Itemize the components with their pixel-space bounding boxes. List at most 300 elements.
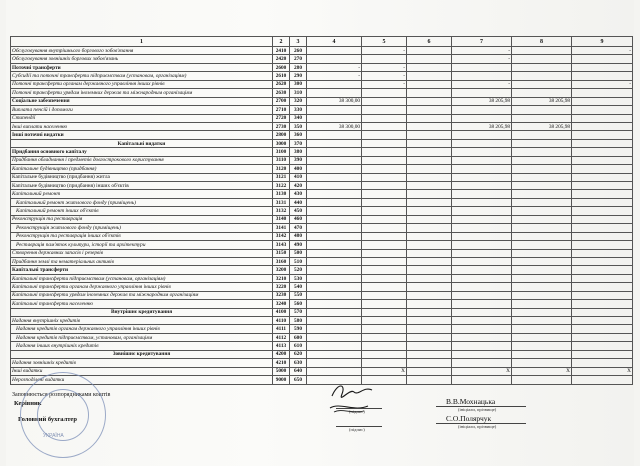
- row-code: 2700: [273, 97, 290, 105]
- cell-value: [572, 207, 633, 215]
- cell-value: -: [572, 47, 633, 55]
- row-code: 2710: [273, 106, 290, 114]
- row-name: Стипендії: [11, 114, 273, 122]
- cell-value: [362, 308, 407, 316]
- cell-value: [452, 72, 512, 80]
- cell-value: [572, 249, 633, 257]
- cell-value: [307, 207, 362, 215]
- table-row: [11, 317, 633, 325]
- row-code: 3131: [273, 198, 290, 206]
- cell-value: [362, 89, 407, 97]
- row-line-number: 390: [290, 156, 307, 164]
- cell-value: [307, 89, 362, 97]
- cell-value: [512, 266, 572, 274]
- cell-value: [452, 342, 512, 350]
- table-row: [11, 156, 633, 164]
- cell-value: [307, 182, 362, 190]
- row-line-number: 430: [290, 190, 307, 198]
- cell-value: [362, 257, 407, 265]
- cell-value: [307, 198, 362, 206]
- cell-value: [362, 291, 407, 299]
- row-line-number: 500: [290, 249, 307, 257]
- row-name: Придбання землі та нематеріальних активів: [11, 257, 273, 265]
- row-line-number: 480: [290, 232, 307, 240]
- table-row: [11, 300, 633, 308]
- cell-value: [362, 333, 407, 341]
- row-name: Придбання обладнання і предметів довгострокового користування: [11, 156, 273, 164]
- row-code: 2720: [273, 114, 290, 122]
- row-code: 2800: [273, 131, 290, 139]
- cell-value: [407, 122, 452, 130]
- cell-value: [362, 114, 407, 122]
- cell-value: [307, 283, 362, 291]
- row-code: 3143: [273, 241, 290, 249]
- cell-value: [512, 190, 572, 198]
- official-stamp: [20, 372, 106, 458]
- cell-value: [307, 249, 362, 257]
- cell-value: [572, 224, 633, 232]
- row-code: 3132: [273, 207, 290, 215]
- table-row: [11, 139, 633, 147]
- cell-value: [572, 241, 633, 249]
- row-line-number: 280: [290, 63, 307, 71]
- row-line-number: 650: [290, 376, 307, 384]
- table-row: [11, 97, 633, 105]
- table-row: [11, 241, 633, 249]
- table-body: [11, 37, 633, 385]
- cell-value: [362, 350, 407, 358]
- cell-value: [307, 173, 362, 181]
- cell-value: [307, 215, 362, 223]
- cell-value: [452, 173, 512, 181]
- accountant-name-note: (ініціали, прізвище): [458, 424, 497, 429]
- cell-value: [512, 376, 572, 384]
- row-code: 3160: [273, 257, 290, 265]
- table-row: [11, 106, 633, 114]
- cell-value: [512, 215, 572, 223]
- row-code: 4113: [273, 342, 290, 350]
- row-line-number: 570: [290, 308, 307, 316]
- cell-value: [572, 97, 633, 105]
- row-line-number: 510: [290, 257, 307, 265]
- row-code: 3120: [273, 165, 290, 173]
- cell-value: [572, 308, 633, 316]
- cell-value: [407, 300, 452, 308]
- row-line-number: 420: [290, 182, 307, 190]
- cell-value: [307, 291, 362, 299]
- cell-value: [452, 131, 512, 139]
- cell-value: [407, 333, 452, 341]
- row-name: Виплата пенсій і допомоги: [11, 106, 273, 114]
- stamp-text: УКРАЇНА: [43, 433, 64, 439]
- cell-value: [362, 173, 407, 181]
- row-name: Нерозподілені видатки: [11, 376, 273, 384]
- cell-value: [407, 55, 452, 63]
- cell-value: -: [307, 72, 362, 80]
- row-line-number: 370: [290, 139, 307, 147]
- cell-value: [512, 165, 572, 173]
- row-code: 3150: [273, 249, 290, 257]
- cell-value: [512, 291, 572, 299]
- row-name: Капітальні трансферти органам державного управління інших рівнів: [11, 283, 273, 291]
- cell-value: [572, 291, 633, 299]
- row-line-number: 620: [290, 350, 307, 358]
- cell-value: [452, 114, 512, 122]
- cell-value: [407, 198, 452, 206]
- cell-value: [407, 367, 452, 375]
- row-name: Інші виплати населенню: [11, 122, 273, 130]
- cell-value: [407, 350, 452, 358]
- head-label: Керівник: [14, 400, 42, 407]
- table-row: [11, 274, 633, 282]
- row-name: Капітальні трансферти урядам іноземних держав та міжнародним організаціям: [11, 291, 273, 299]
- row-code: 3121: [273, 173, 290, 181]
- cell-value: [512, 198, 572, 206]
- cell-value: [452, 190, 512, 198]
- cell-value: [572, 106, 633, 114]
- cell-value: -: [362, 72, 407, 80]
- cell-value: [572, 131, 633, 139]
- column-number: 2: [273, 37, 290, 47]
- table-row: [11, 173, 633, 181]
- row-name: Реконструкція та реставрація інших об'єктів: [11, 232, 273, 240]
- cell-value: [572, 359, 633, 367]
- row-name: Надання інших внутрішніх кредитів: [11, 342, 273, 350]
- cell-value: [407, 156, 452, 164]
- expenditure-table: [10, 36, 633, 385]
- column-number: 7: [452, 37, 512, 47]
- cell-value: [572, 283, 633, 291]
- cell-value: 38 205,98: [452, 97, 512, 105]
- row-name: Придбання основного капіталу: [11, 148, 273, 156]
- cell-value: [512, 257, 572, 265]
- row-name: Капітальні трансферти підприємствам (установам, організаціям): [11, 274, 273, 282]
- row-name: Надання кредитів підприємствам, установам, організаціям: [11, 333, 273, 341]
- cell-value: [362, 198, 407, 206]
- cell-value: [407, 291, 452, 299]
- table-row: [11, 207, 633, 215]
- cell-value: [512, 80, 572, 88]
- row-line-number: 340: [290, 114, 307, 122]
- cell-value: [407, 139, 452, 147]
- row-name: Капітальне будівництво (придбання) житла: [11, 173, 273, 181]
- cell-value: [307, 317, 362, 325]
- table-row: [11, 249, 633, 257]
- row-code: 3110: [273, 156, 290, 164]
- table-row: [11, 122, 633, 130]
- cell-value: [307, 114, 362, 122]
- row-code: 2600: [273, 63, 290, 71]
- cell-value: [572, 274, 633, 282]
- row-code: 3200: [273, 266, 290, 274]
- cell-value: [407, 342, 452, 350]
- cell-value: X: [362, 367, 407, 375]
- cell-value: [307, 333, 362, 341]
- cell-value: [307, 55, 362, 63]
- cell-value: [452, 207, 512, 215]
- row-line-number: 450: [290, 207, 307, 215]
- cell-value: -: [452, 47, 512, 55]
- cell-value: [512, 89, 572, 97]
- cell-value: X: [572, 367, 633, 375]
- cell-value: [512, 325, 572, 333]
- cell-value: [572, 232, 633, 240]
- row-name: Інші видатки: [11, 367, 273, 375]
- cell-value: [407, 165, 452, 173]
- cell-value: [512, 114, 572, 122]
- cell-value: [512, 350, 572, 358]
- row-name: Капітальні видатки: [11, 139, 273, 147]
- row-line-number: 590: [290, 325, 307, 333]
- cell-value: [512, 182, 572, 190]
- table-row: [11, 55, 633, 63]
- table-row: [11, 215, 633, 223]
- cell-value: [307, 342, 362, 350]
- cell-value: [407, 325, 452, 333]
- cell-value: [572, 148, 633, 156]
- table-row: [11, 266, 633, 274]
- cell-value: [307, 274, 362, 282]
- row-line-number: 260: [290, 47, 307, 55]
- row-code: 4112: [273, 333, 290, 341]
- column-number: 5: [362, 37, 407, 47]
- cell-value: [362, 190, 407, 198]
- cell-value: [452, 333, 512, 341]
- cell-value: [452, 274, 512, 282]
- cell-value: [362, 342, 407, 350]
- cell-value: [452, 350, 512, 358]
- table-row: [11, 198, 633, 206]
- cell-value: [512, 333, 572, 341]
- row-name: Капітальні трансферти населенню: [11, 300, 273, 308]
- table-row: [11, 89, 633, 97]
- cell-value: [452, 300, 512, 308]
- cell-value: [572, 266, 633, 274]
- table-row: [11, 131, 633, 139]
- cell-value: [572, 376, 633, 384]
- row-code: 2730: [273, 122, 290, 130]
- column-number: 1: [11, 37, 273, 47]
- row-name: Внутрішнє кредитування: [11, 308, 273, 316]
- cell-value: [407, 308, 452, 316]
- cell-value: [362, 359, 407, 367]
- row-code: 3130: [273, 190, 290, 198]
- cell-value: [307, 106, 362, 114]
- row-line-number: 640: [290, 367, 307, 375]
- table-row: [11, 182, 633, 190]
- cell-value: [572, 257, 633, 265]
- row-line-number: 320: [290, 97, 307, 105]
- cell-value: [407, 376, 452, 384]
- cell-value: 38 205,98: [512, 122, 572, 130]
- row-name: Капітальний ремонт житлового фонду (приміщень): [11, 198, 273, 206]
- cell-value: [512, 72, 572, 80]
- cell-value: [407, 63, 452, 71]
- table-row: [11, 283, 633, 291]
- cell-value: [572, 182, 633, 190]
- row-line-number: 460: [290, 215, 307, 223]
- cell-value: [572, 139, 633, 147]
- cell-value: -: [362, 47, 407, 55]
- cell-value: X: [452, 367, 512, 375]
- cell-value: [307, 190, 362, 198]
- cell-value: [572, 165, 633, 173]
- accountant-label: Головний бухгалтер: [18, 416, 77, 423]
- row-line-number: 580: [290, 317, 307, 325]
- cell-value: [362, 97, 407, 105]
- head-name: В.В.Мохнацька: [446, 397, 496, 406]
- cell-value: [407, 232, 452, 240]
- cell-value: [407, 131, 452, 139]
- row-code: 3210: [273, 274, 290, 282]
- cell-value: 38 205,98: [512, 97, 572, 105]
- cell-value: [512, 131, 572, 139]
- cell-value: 38 300,00: [307, 122, 362, 130]
- cell-value: [407, 283, 452, 291]
- cell-value: [307, 241, 362, 249]
- cell-value: [512, 308, 572, 316]
- row-line-number: 560: [290, 300, 307, 308]
- cell-value: [407, 274, 452, 282]
- cell-value: [407, 97, 452, 105]
- cell-value: [572, 114, 633, 122]
- cell-value: [572, 333, 633, 341]
- row-name: Реставрація пам'яток культури, історії та архітектури: [11, 241, 273, 249]
- table-row: [11, 342, 633, 350]
- cell-value: [452, 249, 512, 257]
- cell-value: [572, 350, 633, 358]
- cell-value: [452, 359, 512, 367]
- accountant-signature-note: (підпис): [349, 427, 365, 432]
- cell-value: [307, 139, 362, 147]
- cell-value: [572, 190, 633, 198]
- cell-value: X: [512, 367, 572, 375]
- row-name: Капітальний ремонт: [11, 190, 273, 198]
- cell-value: [307, 308, 362, 316]
- row-code: 9000: [273, 376, 290, 384]
- row-code: 3140: [273, 215, 290, 223]
- cell-value: [307, 300, 362, 308]
- row-code: 4210: [273, 359, 290, 367]
- cell-value: [452, 317, 512, 325]
- cell-value: [572, 89, 633, 97]
- cell-value: [512, 224, 572, 232]
- row-name: Зовнішнє кредитування: [11, 350, 273, 358]
- cell-value: [452, 257, 512, 265]
- cell-value: [572, 156, 633, 164]
- row-line-number: 490: [290, 241, 307, 249]
- cell-value: [452, 106, 512, 114]
- row-line-number: 530: [290, 274, 307, 282]
- cell-value: [512, 139, 572, 147]
- cell-value: [307, 148, 362, 156]
- row-code: 3122: [273, 182, 290, 190]
- cell-value: [362, 131, 407, 139]
- row-code: 5000: [273, 367, 290, 375]
- cell-value: [512, 359, 572, 367]
- cell-value: [307, 165, 362, 173]
- row-line-number: 300: [290, 80, 307, 88]
- table-row: [11, 350, 633, 358]
- cell-value: [512, 274, 572, 282]
- cell-value: [362, 207, 407, 215]
- row-line-number: 610: [290, 342, 307, 350]
- accountant-name: С.О.Полярчук: [446, 414, 492, 423]
- cell-value: [362, 274, 407, 282]
- column-number-row: [11, 37, 633, 47]
- row-line-number: 310: [290, 89, 307, 97]
- row-code: 2630: [273, 89, 290, 97]
- cell-value: [407, 359, 452, 367]
- table-row: [11, 148, 633, 156]
- cell-value: [512, 173, 572, 181]
- cell-value: [407, 190, 452, 198]
- cell-value: [452, 165, 512, 173]
- row-code: 3142: [273, 232, 290, 240]
- table-row: [11, 165, 633, 173]
- cell-value: [307, 131, 362, 139]
- cell-value: [512, 106, 572, 114]
- table-row: [11, 291, 633, 299]
- cell-value: [572, 55, 633, 63]
- cell-value: -: [362, 63, 407, 71]
- cell-value: [407, 173, 452, 181]
- cell-value: [452, 241, 512, 249]
- cell-value: [452, 148, 512, 156]
- cell-value: [512, 317, 572, 325]
- cell-value: -: [572, 80, 633, 88]
- fill-note: Заповнюється розпорядниками коштів: [12, 392, 111, 398]
- head-name-note: (ініціали, прізвище): [458, 407, 497, 412]
- row-line-number: 410: [290, 173, 307, 181]
- cell-value: [452, 308, 512, 316]
- cell-value: [407, 182, 452, 190]
- column-number: 9: [572, 37, 633, 47]
- table-row: [11, 63, 633, 71]
- cell-value: [407, 241, 452, 249]
- row-line-number: 400: [290, 165, 307, 173]
- cell-value: [362, 165, 407, 173]
- cell-value: [452, 139, 512, 147]
- row-line-number: 360: [290, 131, 307, 139]
- cell-value: [512, 55, 572, 63]
- row-code: 3100: [273, 148, 290, 156]
- table-row: [11, 333, 633, 341]
- cell-value: [572, 317, 633, 325]
- row-name: Реконструкція та реставрація: [11, 215, 273, 223]
- cell-value: [307, 350, 362, 358]
- cell-value: [407, 249, 452, 257]
- row-name: Капітальне будівництво (придбання): [11, 165, 273, 173]
- table-row: [11, 232, 633, 240]
- cell-value: [307, 359, 362, 367]
- table-row: [11, 224, 633, 232]
- cell-value: [572, 122, 633, 130]
- cell-value: [407, 148, 452, 156]
- cell-value: [362, 283, 407, 291]
- row-line-number: 520: [290, 266, 307, 274]
- cell-value: [512, 148, 572, 156]
- row-code: 4200: [273, 350, 290, 358]
- cell-value: [407, 89, 452, 97]
- cell-value: [362, 139, 407, 147]
- cell-value: [452, 224, 512, 232]
- cell-value: [362, 317, 407, 325]
- table-row: [11, 47, 633, 55]
- table-row: [11, 367, 633, 375]
- row-name: Капітальний ремонт інших об'єктів: [11, 207, 273, 215]
- cell-value: [452, 89, 512, 97]
